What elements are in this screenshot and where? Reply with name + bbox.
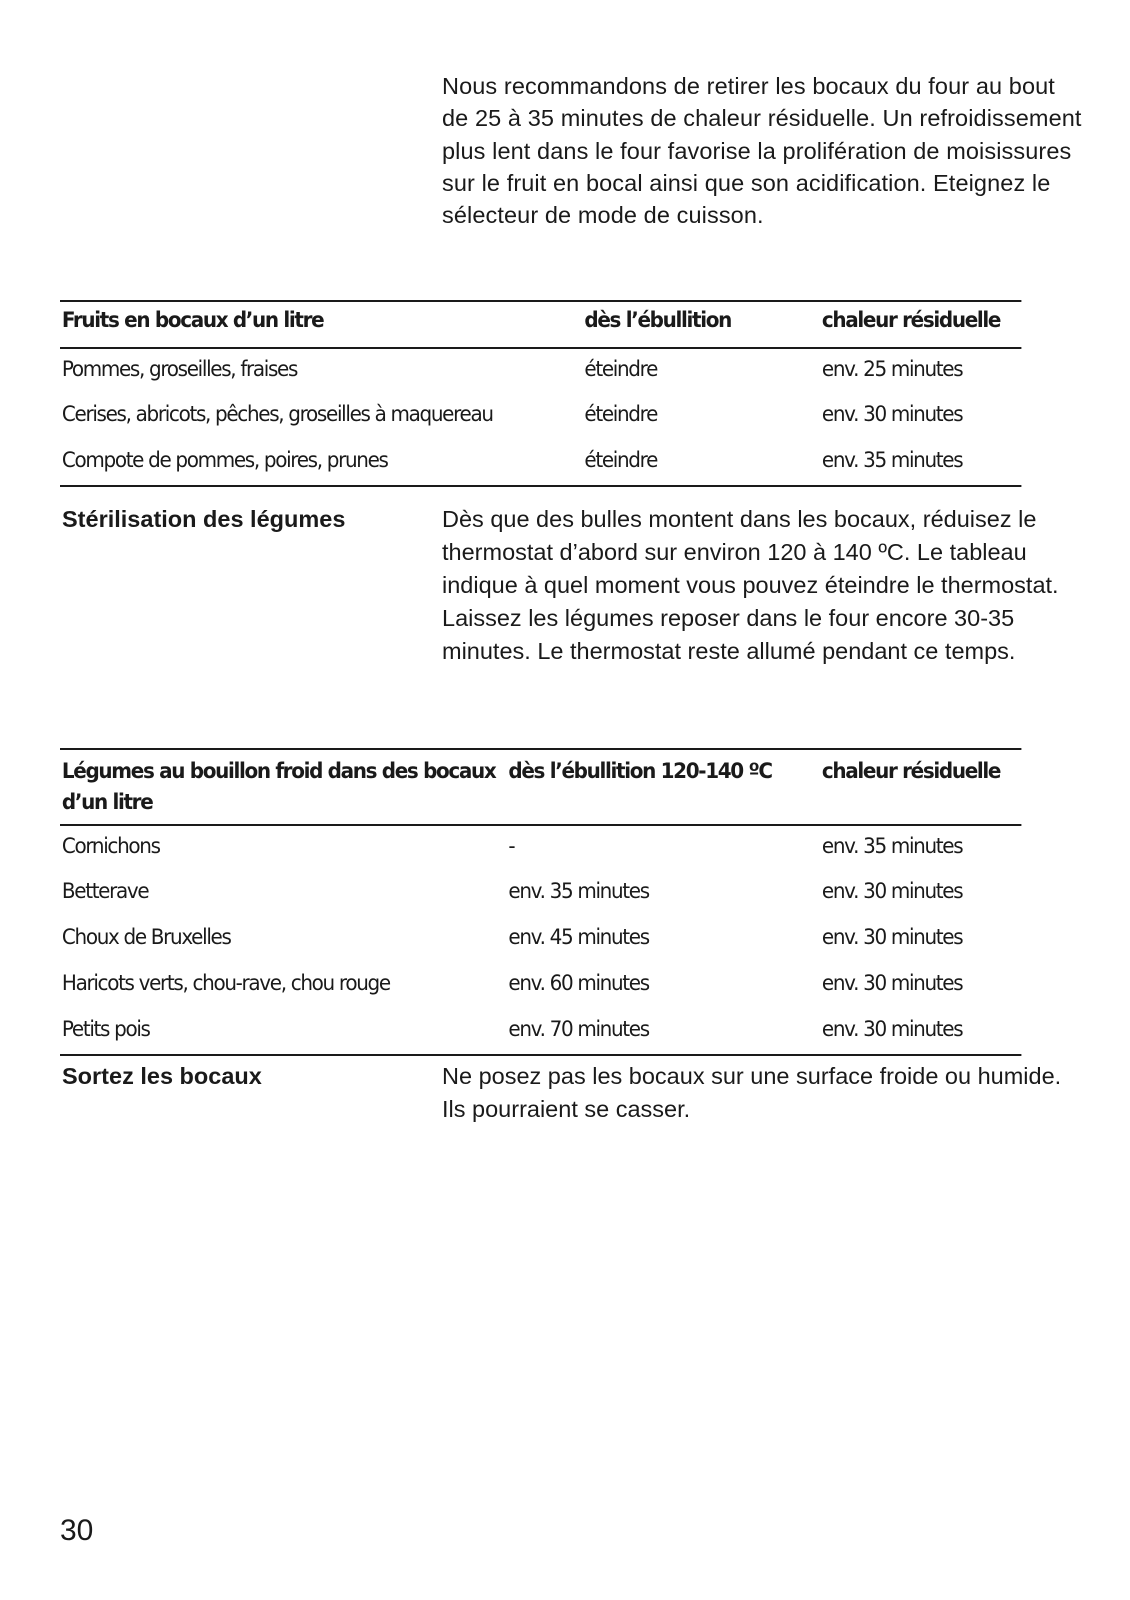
table-row [60,394,1021,440]
column-header: chaleur résiduelle [820,749,1021,825]
table-cell: Compote de pommes, poires, prunes [61,448,388,472]
table-cell: Choux de Bruxelles [61,925,231,949]
column-header: dès l’ébullition [583,301,821,348]
table-cell: Haricots verts, chou-rave, chou rouge [61,971,390,995]
table-row [60,917,1021,963]
sterilisation-heading: Stérilisation des légumes [62,506,346,532]
table-cell: env. 70 minutes [508,1017,649,1041]
table-row [60,348,1021,394]
remove-jars-text: Ne posez pas les bocaux sur une surface froide ou humide. Ils pourraient se casser. [442,1063,1062,1122]
table-header-row [60,301,1021,348]
table-cell: éteindre [584,448,658,472]
table-cell: env. 30 minutes [821,925,963,949]
table-cell: env. 30 minutes [821,879,963,903]
column-header: dès l’ébullition 120-140 ºC [507,749,821,825]
table-cell: env. 30 minutes [821,1017,963,1041]
table-cell: - [508,834,515,858]
table-row [60,825,1021,871]
table-row [60,440,1021,486]
intro-paragraph: Nous recommandons de retirer les bocaux du four au bout de 25 à 35 minutes de chaleur résiduelle. Un refroidissement plus lent dans le four favorise la prolifération de moisissures sur le fruit en bocal ainsi que son acidification. Eteignez le sélecteur de mode de cuisson. [442,73,1082,229]
table-cell: Cornichons [61,834,160,858]
page-number: 30 [60,1514,94,1547]
table-row [60,871,1021,917]
table-cell: Betterave [61,879,149,903]
table-cell: éteindre [584,357,658,381]
table-cell: env. 35 minutes [508,879,649,903]
column-header: Légumes au bouillon froid dans des bocaux d’un litre [60,749,507,825]
fruits-table [60,300,1021,487]
table-cell: env. 30 minutes [821,971,963,995]
table-cell: Cerises, abricots, pêches, groseilles à maquereau [61,402,493,426]
table-cell: éteindre [584,402,658,426]
table-cell: env. 35 minutes [821,448,963,472]
table-row [60,963,1021,1009]
table-cell: env. 60 minutes [508,971,649,995]
table-cell: env. 25 minutes [821,357,963,381]
table-cell: env. 30 minutes [821,402,963,426]
remove-jars-heading: Sortez les bocaux [62,1063,262,1089]
table-row [60,1009,1021,1055]
vegetables-table [60,748,1021,1056]
column-header: chaleur résiduelle [820,301,1021,348]
table-header-row [60,749,1021,825]
table-cell: Pommes, groseilles, fraises [61,357,298,381]
column-header: Fruits en bocaux d’un litre [60,301,583,348]
table-cell: Petits pois [61,1017,150,1041]
table-cell: env. 45 minutes [508,925,649,949]
sterilisation-text: Dès que des bulles montent dans les bocaux, réduisez le thermostat d’abord sur environ 120 à 140 ºC. Le tableau indique à quel moment vous pouvez éteindre le thermostat. Laissez les légumes reposer dans le four encore 30-35 minutes. Le thermostat reste allumé pendant ce temps. [442,506,1059,664]
table-cell: env. 35 minutes [821,834,963,858]
